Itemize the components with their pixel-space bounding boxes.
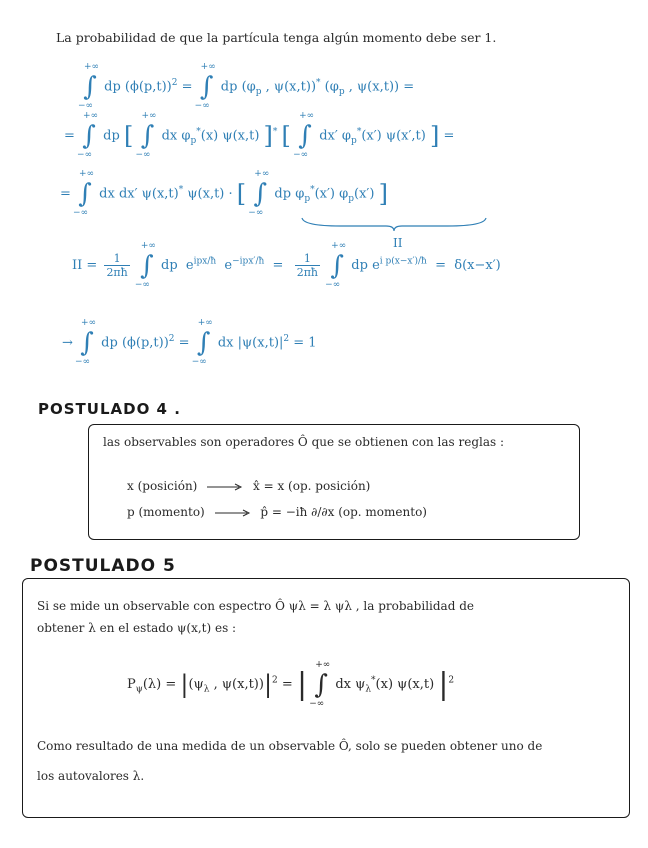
rule-position-right: x̂ = x (op. posición) [253,479,371,493]
rule-position [127,479,370,493]
equation-4: II = $\frac{1}{2\pi ħ}$ +∞ ∫ −∞ dp $e^{ipx/ħ}$ $e^{-ipx'/ħ}$ = $\frac{1}{2\pi ħ}$ +∞ ∫ −∞ dp $e^{i p(x-x')/ħ} = \delta(x-x')$ [72,240,501,290]
postulado-4-title: POSTULADO 4 . [38,400,181,418]
postulado-5-formula: $P_\psi(\lambda) = |(\psi_\lambda$ , $\psi(x,t))|^2$ = | +∞ ∫ −∞ dx $\psi_\lambda^*(x)$ ψ(x,t) $|^2$ [127,659,455,709]
rule-momentum-right: p̂ = −iħ ∂/∂x (op. momento) [260,505,427,519]
arrow-icon [215,509,251,517]
postulado-5-line-3: Como resultado de una medida de un observable Ô, solo se pueden obtener uno de [37,739,543,753]
underbrace [300,216,488,232]
intro-line: La probabilidad de que la partícula tenga algún momento debe ser 1. [56,30,497,45]
rule-momentum [127,505,427,519]
postulado-5-line-2: obtener λ en el estado ψ(x,t) es : [37,621,237,635]
rule-position-left: x (posición) [127,479,198,493]
equation-2: = +∞ ∫ −∞ dp [ +∞ ∫ −∞ dx $\varphi_p^*(x)$ ψ(x,t) ]* [ +∞ ∫ −∞ dx′ $\varphi_p^*(x')$ ψ(x′,t) ] = [64,111,455,160]
brace-label: II [393,236,403,250]
rule-momentum-left: p (momento) [127,505,205,519]
postulado-5-line-4: los autovalores λ. [37,769,145,783]
postulado-4-statement: las observables son operadores Ô que se obtienen con las reglas : [103,435,505,449]
equation-1: +∞ ∫ −∞ dp $(\phi(p,t))^2$ = +∞ ∫ −∞ dp ($\varphi_p$ , ψ(x,t))* ($\varphi_p$ , ψ(x,t)) = [78,62,415,111]
postulado-4-box [88,424,580,540]
postulado-5-title: POSTULADO 5 [30,556,176,576]
arrow-icon [207,483,243,491]
postulado-5-line-1: Si se mide un observable con espectro Ô ψλ = λ ψλ , la probabilidad de [37,599,474,613]
equation-5: → +∞ ∫ −∞ dp $(\phi(p,t))^2$ = +∞ ∫ −∞ dx $|\psi(x,t)|^2 = 1$ [62,318,317,367]
equation-3: = +∞ ∫ −∞ dx dx′ ψ(x,t)* ψ(x,t) · [ +∞ ∫ −∞ dp $\varphi_p^*(x')$ $\varphi_p(x')$ ] [60,169,388,218]
postulado-5-box [22,578,630,818]
